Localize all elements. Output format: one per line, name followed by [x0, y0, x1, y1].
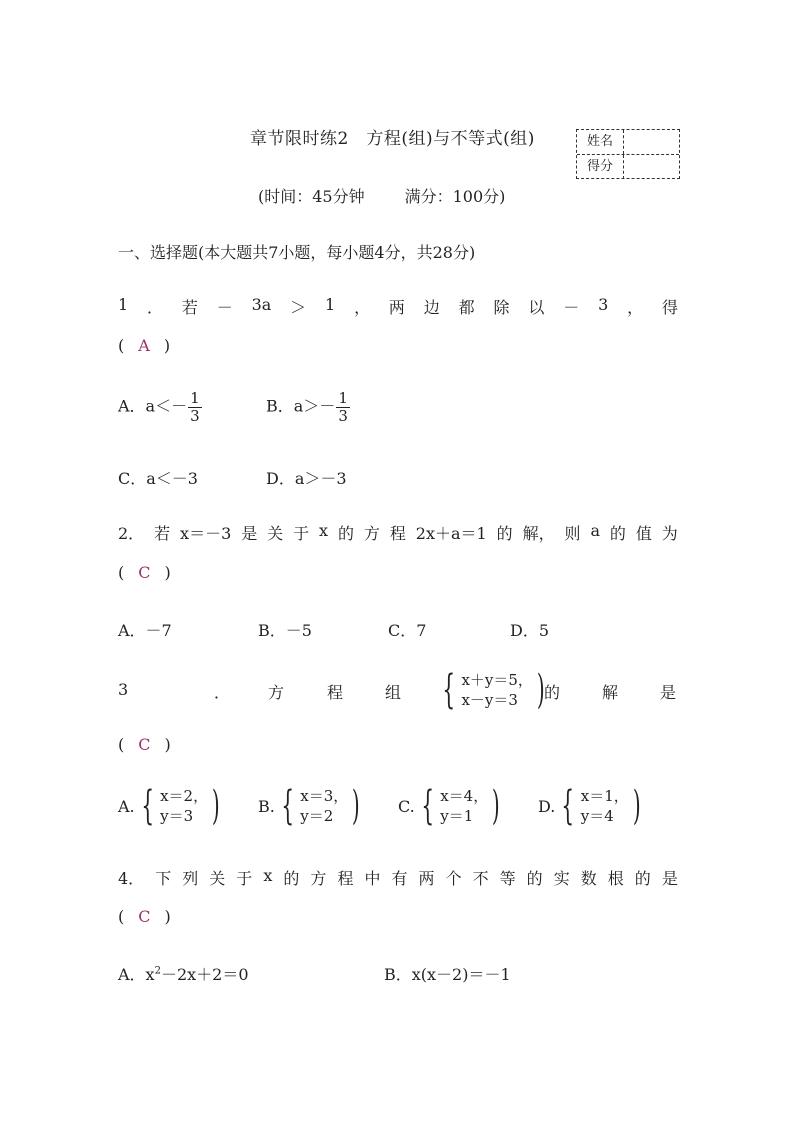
stem-token: 的 — [609, 524, 626, 543]
question-3-option-a — [118, 783, 224, 829]
question-3-number: 3 — [118, 680, 129, 699]
option-text: A．x — [118, 965, 155, 984]
fraction-denominator: 3 — [338, 406, 348, 425]
question-3-word: 的 — [544, 683, 561, 702]
stem-token: 若 — [154, 524, 171, 543]
fraction-numerator: 1 — [338, 389, 348, 407]
stem-token: 列 — [182, 869, 199, 888]
question-1-option-b — [266, 390, 350, 424]
option-letter: D. — [538, 796, 556, 816]
stem-token: 1 — [118, 295, 129, 314]
option-text: －2x＋2＝0 — [160, 965, 249, 984]
question-3-option-c — [398, 783, 504, 829]
stem-token: 根 — [607, 869, 624, 888]
name-label: 姓名 — [577, 130, 624, 154]
stem-token: 值 — [635, 524, 652, 543]
question-3-option-b — [258, 783, 364, 829]
question-1-option-c: C．a＜－3 — [118, 469, 198, 488]
question-1-answer: ( A ) — [118, 336, 171, 355]
stem-token: 的 — [526, 869, 543, 888]
stem-token: 解， — [522, 524, 555, 543]
question-3-word: 方 — [268, 683, 285, 702]
fraction — [188, 390, 202, 424]
stem-token: 2x＋a＝1 — [415, 524, 487, 543]
stem-token: 中 — [364, 869, 381, 888]
stem-token: 个 — [445, 869, 462, 888]
stem-token: 两 — [388, 298, 405, 317]
answer-mark: A — [138, 336, 150, 355]
left-brace-icon: { — [561, 783, 575, 829]
question-2-option-c: C．7 — [388, 621, 427, 640]
stem-token: 4． — [118, 869, 145, 888]
question-3-system — [436, 667, 549, 713]
stem-token: 都 — [458, 298, 475, 317]
question-4-option-b: B．x(x－2)＝－1 — [384, 965, 511, 984]
question-3-word: 程 — [327, 683, 344, 702]
page-title: 章节限时练2 方程(组)与不等式(组) — [250, 129, 535, 149]
left-brace-icon: { — [141, 783, 154, 829]
answer-mark: C — [138, 907, 151, 926]
stem-token: 两 — [418, 869, 435, 888]
stem-token: 3 — [598, 295, 609, 314]
equation-line: y＝3 — [160, 807, 194, 825]
question-3-word: 解 — [602, 683, 619, 702]
right-paren-icon: ) — [352, 783, 361, 829]
question-3-word: 组 — [385, 683, 402, 702]
stem-token: 则 — [564, 524, 581, 543]
question-2-option-b: B．－5 — [258, 621, 312, 640]
score-row — [577, 155, 679, 179]
question-1-option-d: D．a＞－3 — [266, 469, 347, 488]
stem-token: 是 — [661, 869, 678, 888]
fraction — [336, 390, 350, 424]
stem-token: 方 — [363, 524, 380, 543]
question-2-option-d: D．5 — [510, 621, 550, 640]
stem-token: 2． — [118, 524, 145, 543]
stem-token: ， — [627, 298, 644, 317]
question-4-answer: ( C ) — [118, 907, 171, 926]
left-brace-icon: { — [281, 783, 294, 829]
stem-token: x — [263, 866, 273, 885]
stem-token: 3a — [251, 295, 272, 314]
right-paren-icon: ) — [536, 667, 545, 713]
question-3-answer: ( C ) — [118, 735, 171, 754]
option-text: A．a＜－ — [118, 396, 188, 416]
right-paren-icon: ) — [212, 783, 220, 829]
exam-meta — [258, 184, 505, 207]
option-letter: C. — [398, 796, 415, 816]
option-text: B．a＞－ — [266, 396, 336, 416]
question-2-answer: ( C ) — [118, 563, 171, 582]
question-4-stem — [118, 866, 678, 889]
stem-token: ， — [354, 298, 371, 317]
stem-token: 关 — [267, 524, 284, 543]
stem-token: 的 — [337, 524, 354, 543]
stem-token: 是 — [241, 524, 258, 543]
stem-token: ． — [147, 298, 164, 317]
question-1-stem — [118, 295, 678, 318]
stem-token: ＞ — [290, 298, 307, 317]
equation-line: x＋y＝5， — [461, 671, 533, 689]
fraction-denominator: 3 — [190, 406, 200, 425]
equation-line: y＝4 — [580, 807, 614, 825]
right-paren-icon: ) — [632, 783, 641, 829]
equation-line: y＝1 — [440, 807, 474, 825]
stem-token: 程 — [337, 869, 354, 888]
name-score-box — [576, 129, 680, 179]
equation-line: x－y＝3 — [461, 691, 518, 709]
answer-mark: C — [138, 563, 151, 582]
question-3-option-d — [538, 783, 644, 829]
stem-token: 的 — [496, 524, 513, 543]
option-letter: A. — [118, 796, 135, 816]
exponent: 2 — [154, 965, 161, 977]
stem-token: 等 — [499, 869, 516, 888]
fraction-numerator: 1 — [190, 389, 200, 407]
stem-token: 关 — [209, 869, 226, 888]
stem-token: 不 — [472, 869, 489, 888]
question-1-option-a — [118, 390, 202, 424]
stem-token: 于 — [236, 869, 253, 888]
stem-token: 得 — [661, 298, 678, 317]
left-brace-icon: { — [421, 783, 434, 829]
equation-line: x＝4， — [440, 787, 489, 805]
stem-token: 实 — [553, 869, 570, 888]
option-letter: B. — [258, 796, 275, 816]
question-3-dot: ． — [214, 683, 231, 702]
answer-mark: C — [138, 735, 151, 754]
left-brace-icon: { — [442, 667, 456, 713]
stem-token: － — [216, 298, 233, 317]
equation-line: x＝2， — [160, 787, 209, 805]
stem-token: 的 — [634, 869, 651, 888]
question-2-option-a: A．－7 — [118, 621, 172, 640]
right-paren-icon: ) — [492, 783, 500, 829]
stem-token: 有 — [391, 869, 408, 888]
stem-token: 的 — [283, 869, 300, 888]
stem-token: 方 — [310, 869, 327, 888]
stem-token: x — [319, 521, 329, 540]
stem-token: 除 — [493, 298, 510, 317]
score-label: 得分 — [577, 155, 624, 179]
equation-line: x＝1， — [580, 787, 629, 805]
stem-token: 为 — [661, 524, 678, 543]
stem-token: 于 — [293, 524, 310, 543]
question-4-option-a — [118, 962, 249, 985]
equation-line: y＝2 — [300, 807, 334, 825]
time-limit: (时间：45分钟 — [258, 187, 365, 206]
stem-token: 若 — [181, 298, 198, 317]
stem-token: a — [590, 521, 600, 540]
stem-token: x＝－3 — [180, 524, 232, 543]
stem-token: 以 — [528, 298, 545, 317]
stem-token: 边 — [423, 298, 440, 317]
stem-token: 程 — [389, 524, 406, 543]
stem-token: － — [563, 298, 580, 317]
section-heading: 一、选择题(本大题共7小题，每小题4分，共28分) — [118, 243, 476, 262]
question-3-word: 是 — [660, 683, 677, 702]
full-score: 满分：100分) — [404, 187, 506, 206]
equation-line: x＝3， — [300, 787, 349, 805]
stem-token: 下 — [155, 869, 172, 888]
stem-token: 数 — [580, 869, 597, 888]
stem-token: 1 — [325, 295, 336, 314]
name-row — [577, 130, 679, 155]
question-2-stem — [118, 521, 678, 544]
